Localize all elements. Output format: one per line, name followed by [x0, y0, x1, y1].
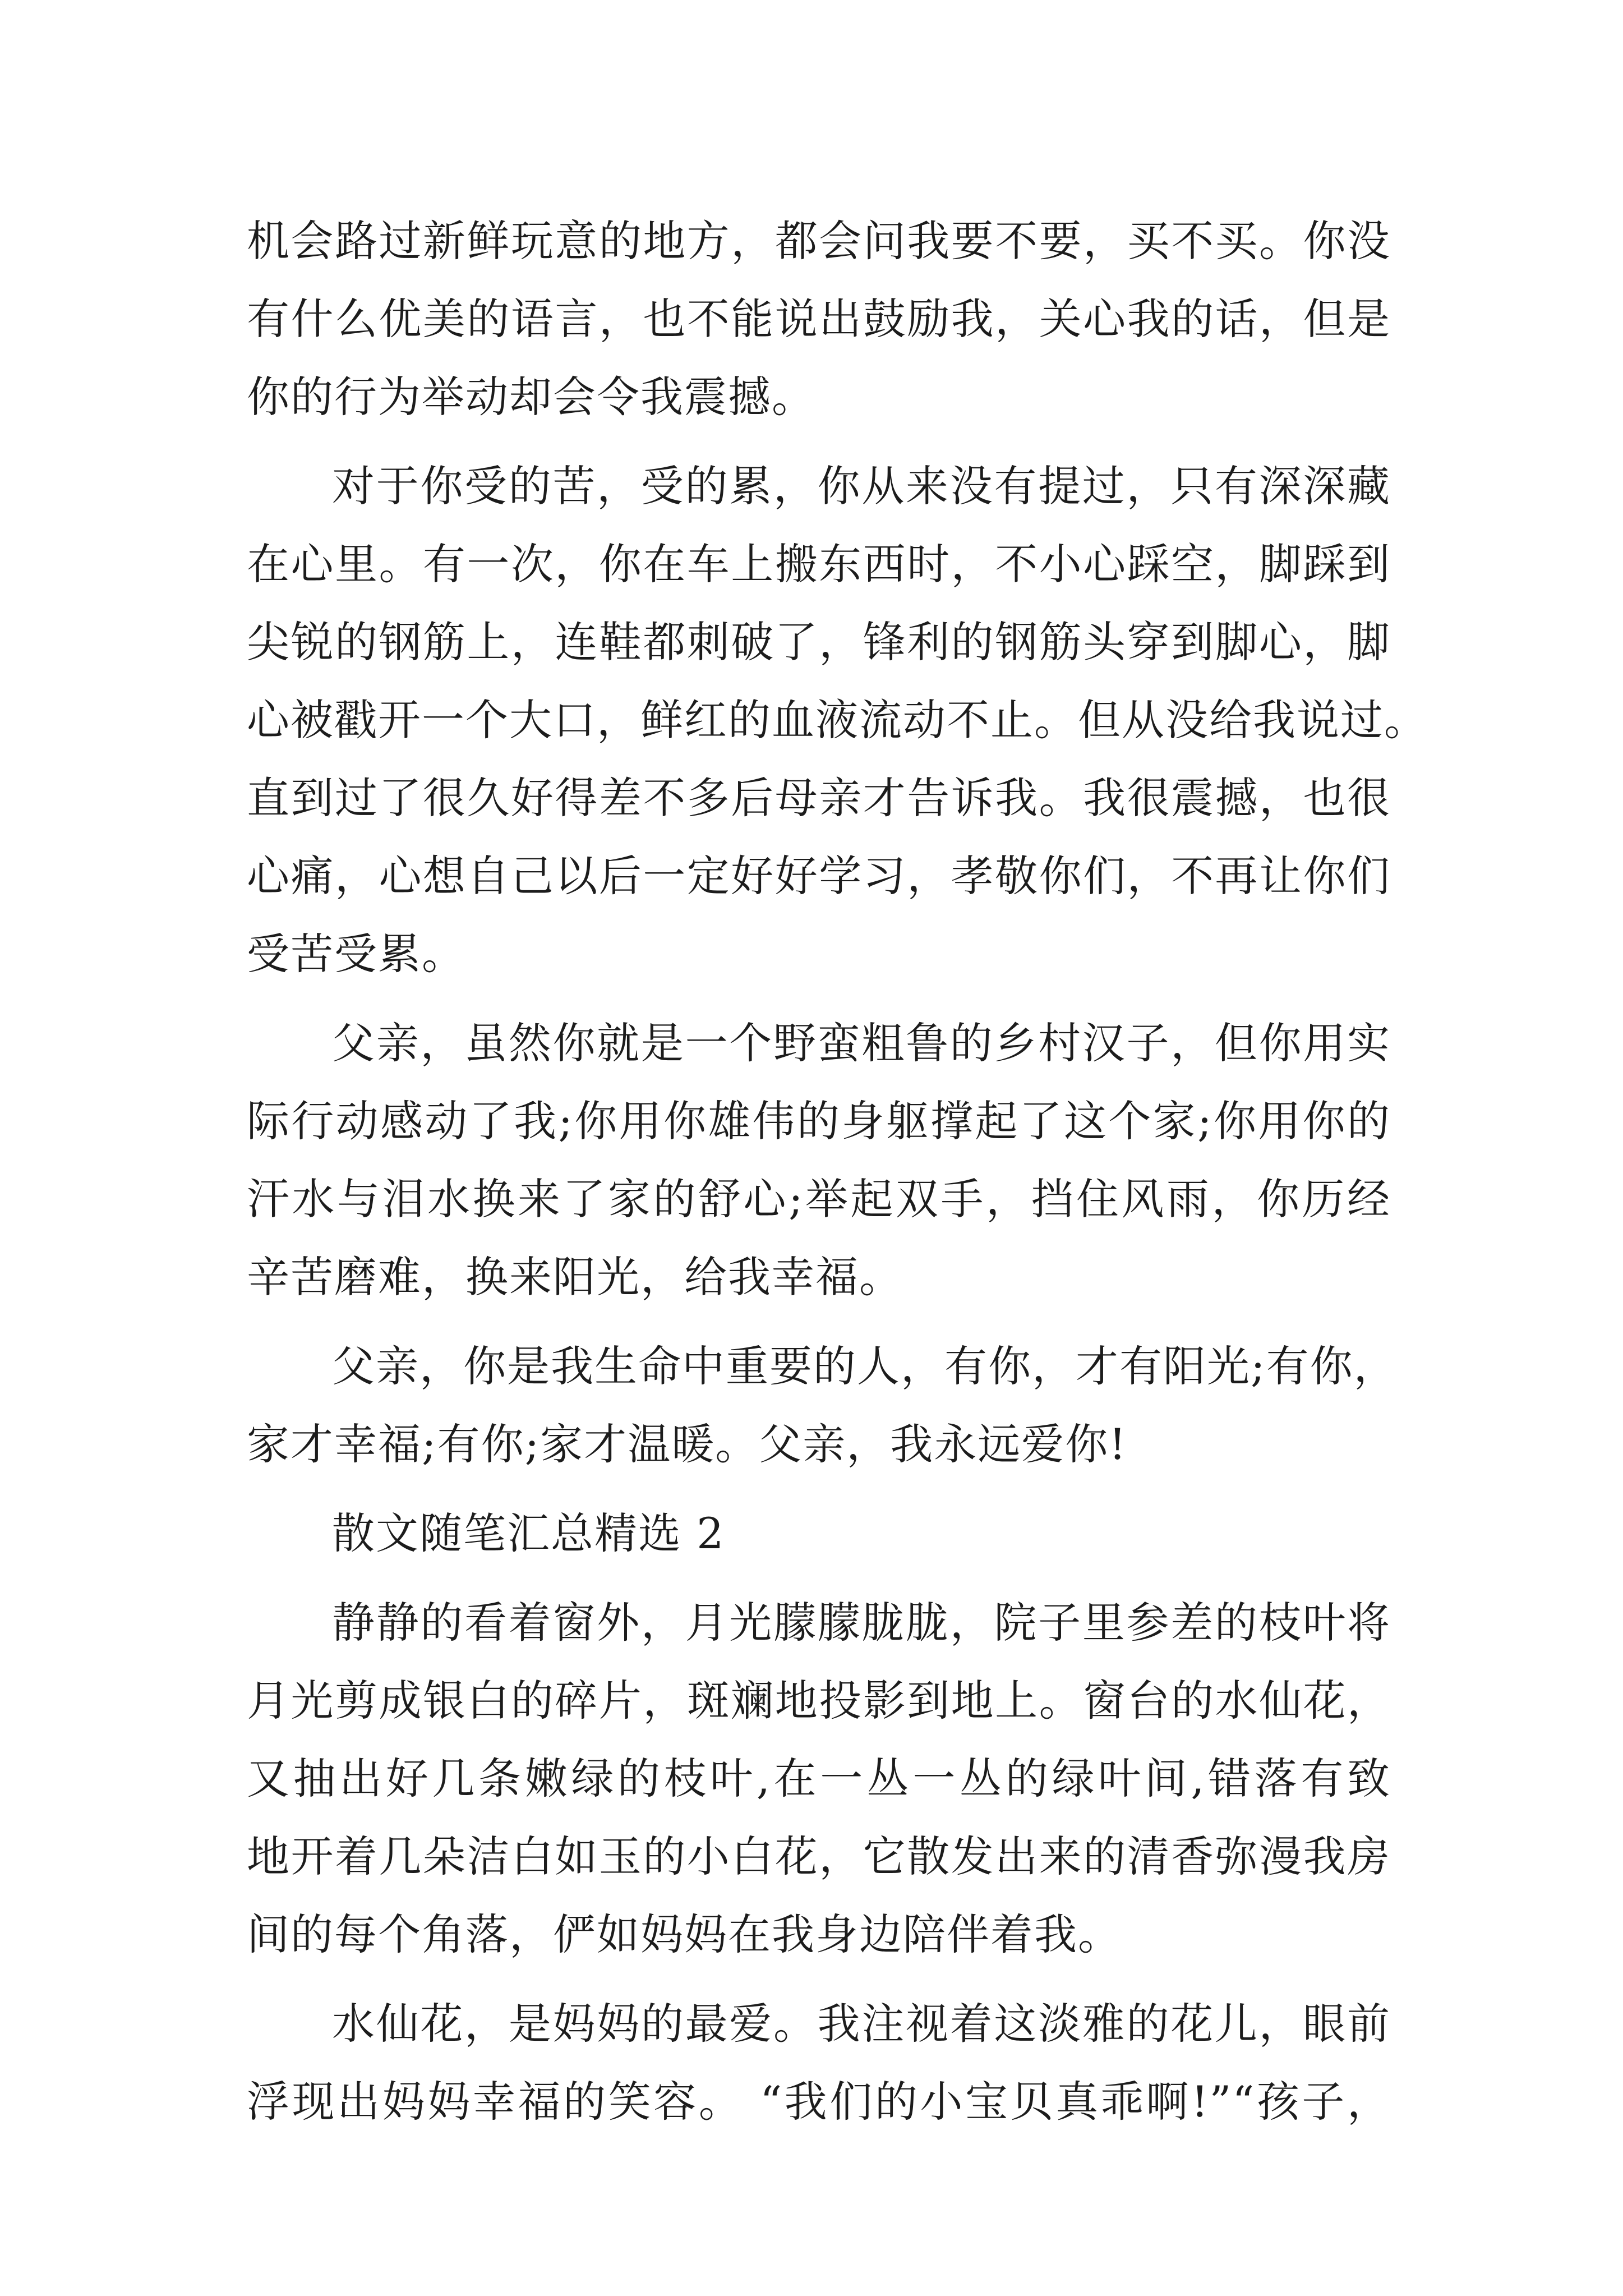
text-line: 有什么优美的语言，也不能说出鼓励我，关心我的话，但是 — [247, 294, 1391, 344]
paragraph — [247, 1985, 1391, 2141]
text-line: 父亲，你是我生命中重要的人，有你，才有阳光;有你， — [332, 1341, 1398, 1391]
section-heading — [247, 1494, 1391, 1572]
paragraph — [247, 1004, 1391, 1316]
paragraph-gap — [247, 1572, 1391, 1584]
paragraph-gap — [247, 1316, 1391, 1327]
text-line: 机会路过新鲜玩意的地方，都会问我要不要，买不买。你没 — [247, 216, 1391, 266]
paragraph-gap — [247, 1483, 1391, 1494]
text-line: 尖锐的钢筋上，连鞋都刺破了，锋利的钢筋头穿到脚心，脚 — [247, 617, 1391, 667]
heading-line: 散文随笔汇总精选 2 — [332, 1508, 725, 1558]
text-line: 对于你受的苦，受的累，你从来没有提过，只有深深藏 — [332, 461, 1391, 511]
text-line: 辛苦磨难，换来阳光，给我幸福。 — [247, 1252, 903, 1302]
text-line: 月光剪成银白的碎片，斑斓地投影到地上。窗台的水仙花， — [247, 1676, 1391, 1726]
text-line: 浮现出妈妈幸福的笑容。 “我们的小宝贝真乖啊!”“孩子， — [247, 2077, 1391, 2127]
text-line: 在心里。有一次，你在车上搬东西时，不小心踩空，脚踩到 — [247, 539, 1391, 589]
paragraph-gap — [247, 1973, 1391, 1985]
text-line: 父亲，虽然你就是一个野蛮粗鲁的乡村汉子，但你用实 — [332, 1018, 1391, 1068]
text-line: 又抽出好几条嫩绿的枝叶,在一丛一丛的绿叶间,错落有致 — [247, 1754, 1391, 1803]
paragraph — [247, 1584, 1391, 1973]
paragraph — [247, 447, 1428, 993]
text-line: 际行动感动了我;你用你雄伟的身躯撑起了这个家;你用你的 — [247, 1096, 1391, 1146]
paragraph — [247, 1327, 1398, 1483]
text-line: 水仙花，是妈妈的最爱。我注视着这淡雅的花儿，眼前 — [332, 1999, 1391, 2049]
body-text — [247, 202, 1428, 2141]
text-line: 汗水与泪水换来了家的舒心;举起双手，挡住风雨，你历经 — [247, 1174, 1391, 1224]
text-line: 直到过了很久好得差不多后母亲才告诉我。我很震撼，也很 — [247, 773, 1391, 823]
text-line: 地开着几朵洁白如玉的小白花，它散发出来的清香弥漫我房 — [247, 1832, 1391, 1881]
text-line: 家才幸福;有你;家才温暖。父亲，我永远爱你! — [247, 1419, 1127, 1469]
text-line: 心被戳开一个大口，鲜红的血液流动不止。但从没给我说过。 — [247, 695, 1428, 745]
text-line: 心痛，心想自己以后一定好好学习，孝敬你们，不再让你们 — [247, 851, 1391, 901]
text-line: 受苦受累。 — [247, 929, 465, 979]
paragraph-gap — [247, 436, 1391, 447]
paragraph-continuation — [247, 202, 1391, 436]
text-line: 间的每个角落，俨如妈妈在我身边陪伴着我。 — [247, 1910, 1122, 1959]
text-line: 你的行为举动却会令我震撼。 — [247, 372, 815, 422]
paragraph-gap — [247, 993, 1391, 1004]
text-line: 静静的看着窗外，月光朦朦胧胧，院子里参差的枝叶将 — [332, 1598, 1391, 1648]
